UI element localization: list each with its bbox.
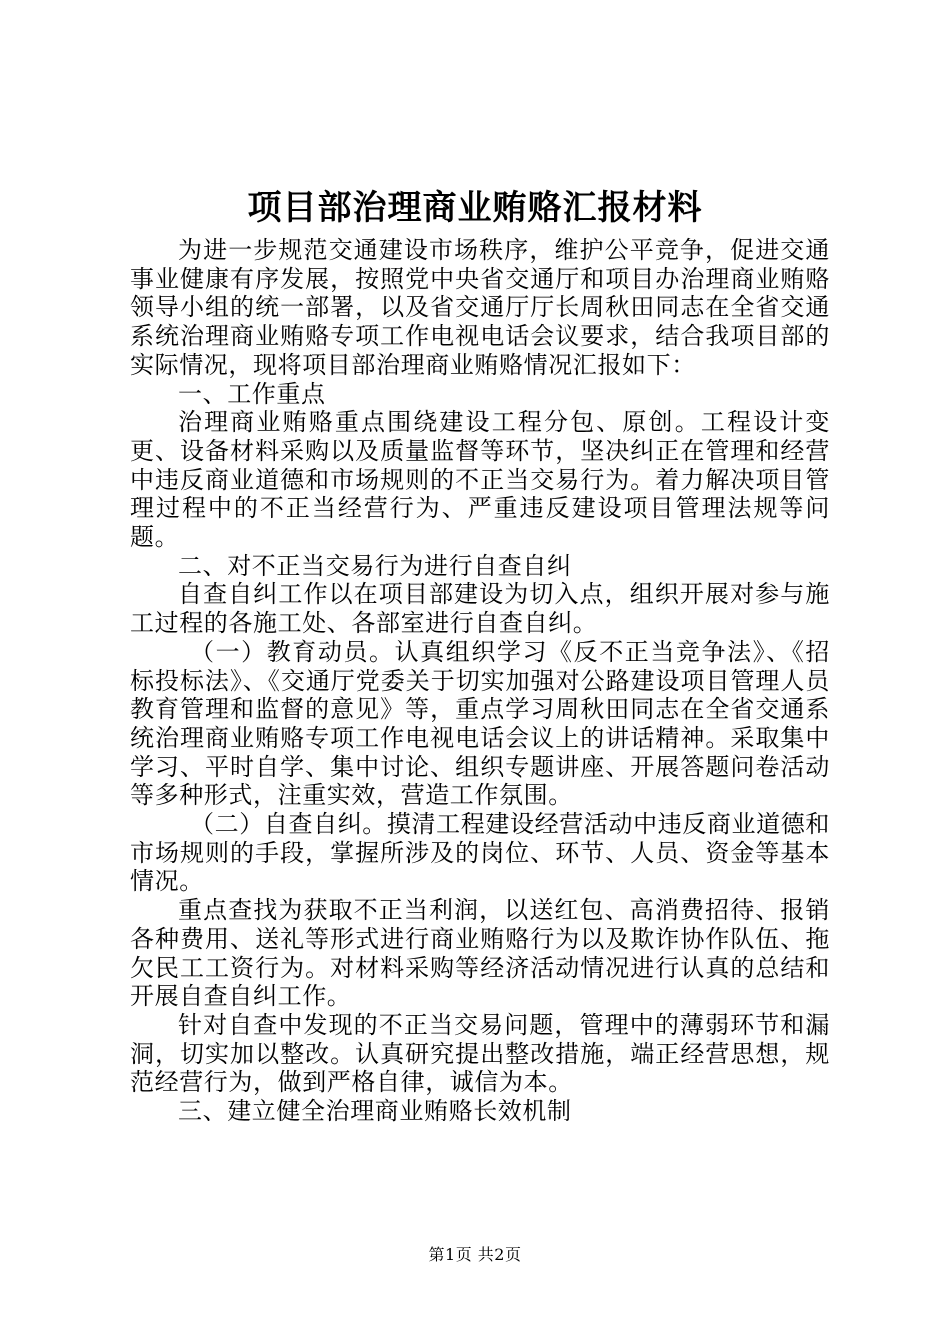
document-body [130,236,830,1126]
paragraph-self-correction: （二）自查自纠。摸清工程建设经营活动中违反商业道德和市场规则的手段，掌握所涉及的岗位、环节、人员、资金等基本情况。 [130,810,830,896]
paragraph-rectification: 针对自查中发现的不正当交易问题，管理中的薄弱环节和漏洞，切实加以整改。认真研究提出整改措施，端正经营思想，规范经营行为，做到严格自律，诚信为本。 [130,1010,830,1097]
paragraph-work-focus: 治理商业贿赂重点围绕建设工程分包、原创。工程设计变更、设备材料采购以及质量监督等环节，坚决纠正在管理和经营中违反商业道德和市场规则的不正当交易行为。着力解决项目管理过程中的不正当经营行为、严重违反建设项目管理法规等问题。 [130,408,830,552]
section-heading-1: 一、工作重点 [178,379,326,408]
section-heading-3: 三、建立健全治理商业贿赂长效机制 [178,1097,572,1126]
intro-paragraph: 为进一步规范交通建设市场秩序，维护公平竞争，促进交通事业健康有序发展，按照党中央省交通厅和项目办治理商业贿赂领导小组的统一部署，以及省交通厅厅长周秋田同志在全省交通系统治理商业贿赂专项工作电视电话会议要求，结合我项目部的实际情况，现将项目部治理商业贿赂情况汇报如下： [130,236,830,379]
section-heading-2: 二、对不正当交易行为进行自查自纠 [178,551,572,580]
paragraph-key-investigation: 重点查找为获取不正当利润，以送红包、高消费招待、报销各种费用、送礼等形式进行商业贿赂行为以及欺诈协作队伍、拖欠民工工资行为。对材料采购等经济活动情况进行认真的总结和开展自查自纠工作。 [130,896,830,1011]
document-title: 项目部治理商业贿赂汇报材料 [247,188,703,228]
paragraph-self-inspection: 自查自纠工作以在项目部建设为切入点，组织开展对参与施工过程的各施工处、各部室进行自查自纠。 [130,580,830,638]
page-number-footer: 第1页 共2页 [428,1245,522,1264]
paragraph-education-mobilization: （一）教育动员。认真组织学习《反不正当竞争法》、《招标投标法》、《交通厅党委关于切实加强对公路建设项目管理人员教育管理和监督的意见》等，重点学习周秋田同志在全省交通系统治理商业贿赂专项工作电视电话会议上的讲话精神。采取集中学习、平时自学、集中讨论、组织专题讲座、开展答题问卷活动等多种形式，注重实效，营造工作氛围。 [130,637,830,810]
